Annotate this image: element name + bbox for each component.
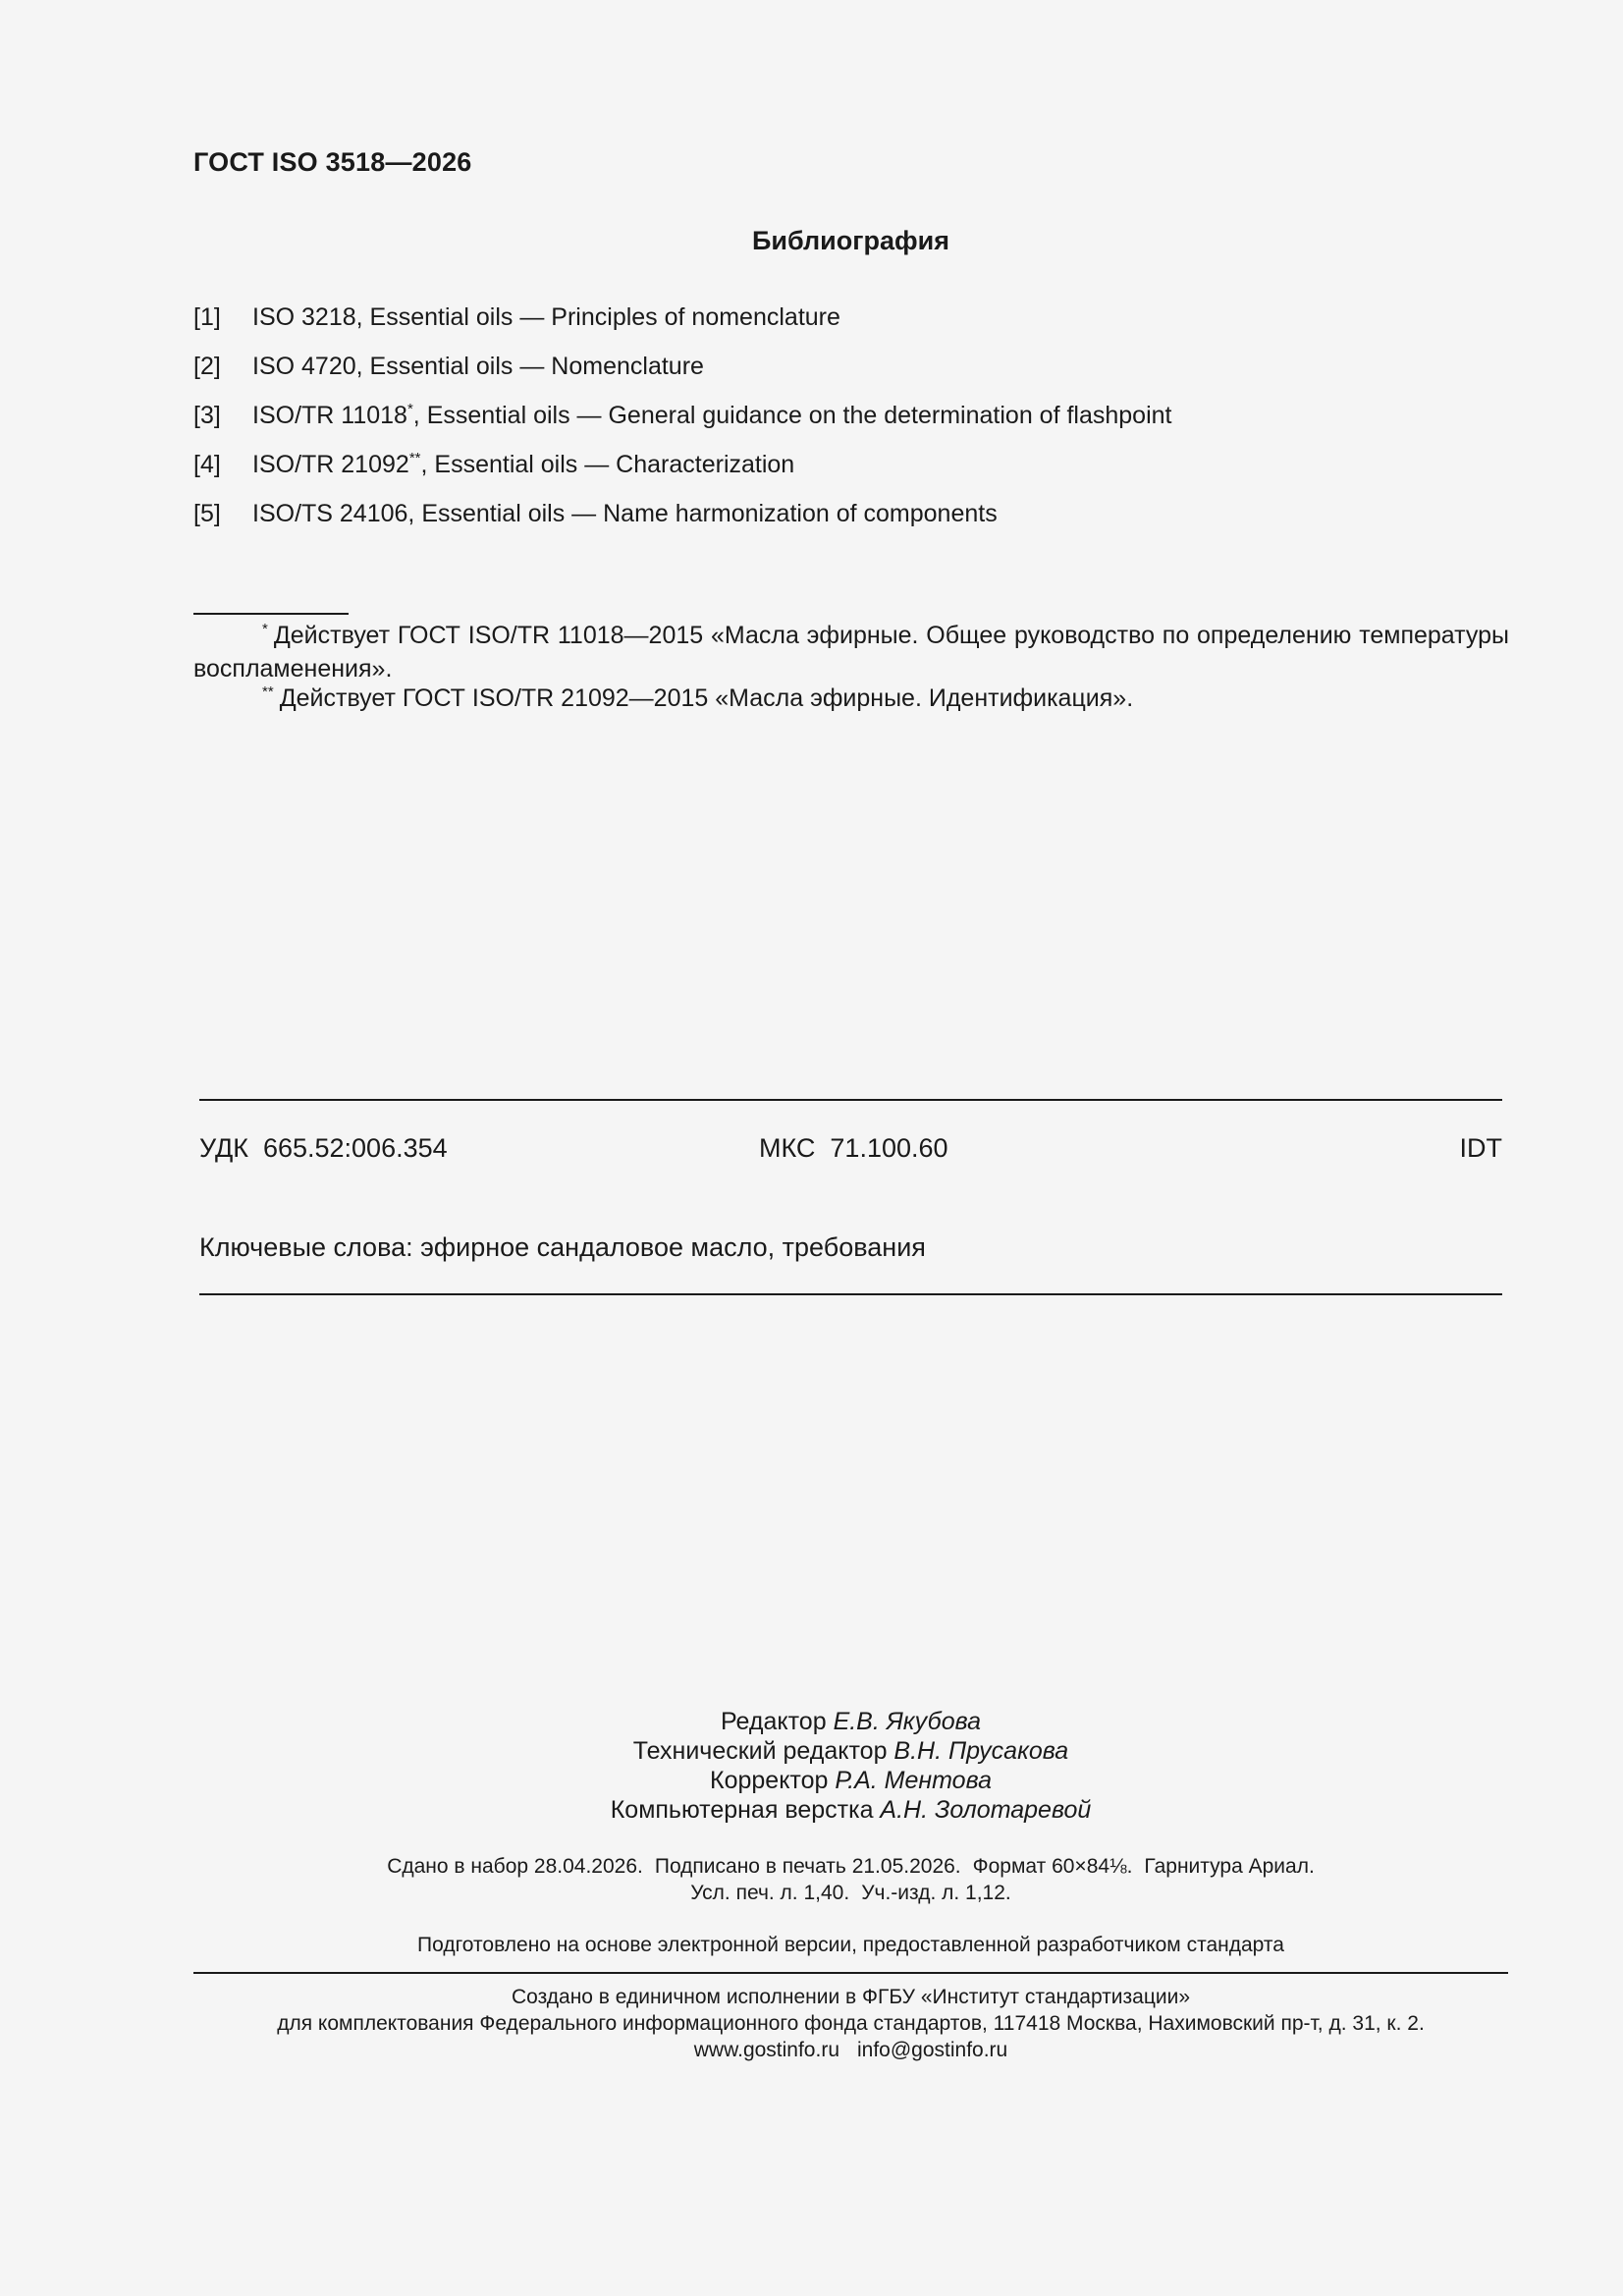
website-link[interactable]: www.gostinfo.ru (693, 2039, 839, 2061)
keywords: Ключевые слова: эфирное сандаловое масло, требования (199, 1232, 926, 1262)
credit-name: А.Н. Золотаревой (880, 1796, 1092, 1824)
mks-code: МКС 71.100.60 (759, 1133, 948, 1163)
bibliography-list (193, 302, 1509, 548)
classification-top-rule (199, 1099, 1502, 1101)
imprint-contacts (0, 2037, 1623, 2063)
credit-line: Корректор Р.А. Ментова (710, 1767, 992, 1794)
imprint-line: Создано в единичном исполнении в ФГБУ «Институт стандартизации» (511, 1986, 1191, 2008)
print-info (0, 1853, 1623, 1906)
bibliography-number: [4] (193, 451, 221, 478)
credit-line: Компьютерная верстка А.Н. Золотаревой (610, 1796, 1092, 1824)
imprint (0, 1984, 1623, 2063)
imprint-line: для комплектования Федерального информационного фонда стандартов, 117418 Москва, Нахимовский пр-т, д. 31, к. 2. (277, 2012, 1425, 2035)
credit-line: Технический редактор В.Н. Прусакова (632, 1737, 1069, 1765)
udk-code: УДК 665.52:006.354 (199, 1133, 448, 1163)
bibliography-item (193, 352, 1509, 401)
bibliography-item (193, 302, 1509, 352)
email-link[interactable]: info@gostinfo.ru (857, 2039, 1008, 2061)
credits (0, 1707, 1623, 1825)
footnote-mark: * (406, 401, 413, 417)
classification-bottom-rule (199, 1293, 1502, 1295)
footnotes (193, 621, 1509, 717)
bibliography-text: ISO/TR 11018*, Essential oils — General guidance on the determination of flashpoint (252, 401, 1172, 429)
prepared-note: Подготовлено на основе электронной версии, предоставленной разработчиком стандарта (417, 1934, 1284, 1956)
credit-name: Е.В. Якубова (833, 1708, 982, 1735)
bibliography-number: [1] (193, 303, 221, 331)
print-info-line: Усл. печ. л. 1,40. Уч.-изд. л. 1,12. (690, 1882, 1011, 1904)
bibliography-number: [2] (193, 353, 221, 380)
credit-name: Р.А. Ментова (835, 1767, 992, 1794)
bibliography-title: Библиография (752, 226, 949, 255)
bibliography-item (193, 401, 1509, 450)
footnote-text: Действует ГОСТ ISO/TR 21092—2015 «Масла эфирные. Идентификация». (279, 684, 1134, 712)
footnote-mark: * (262, 621, 268, 637)
bibliography-number: [3] (193, 402, 221, 429)
footnote (193, 683, 1509, 717)
bibliography-number: [5] (193, 500, 221, 527)
imprint-rule (193, 1972, 1508, 1974)
footnote (193, 621, 1509, 683)
standard-id: ГОСТ ISO 3518—2026 (193, 147, 472, 177)
bibliography-text: ISO/TR 21092**, Essential oils — Characterization (252, 450, 795, 478)
bibliography-item (193, 499, 1509, 548)
footnote-divider (193, 613, 349, 615)
idt-label: IDT (1459, 1133, 1502, 1163)
bibliography-text: ISO/TS 24106, Essential oils — Name harmonization of components (252, 500, 998, 527)
credit-line: Редактор Е.В. Якубова (720, 1708, 982, 1735)
bibliography-text: ISO 3218, Essential oils — Principles of nomenclature (252, 303, 840, 331)
footnote-mark: ** (262, 683, 274, 700)
classification-row (199, 1132, 1502, 1164)
footnote-text: Действует ГОСТ ISO/TR 11018—2015 «Масла эфирные. Общее руководство по определению температуры воспламенения». (193, 622, 1509, 683)
footnote-mark: ** (408, 450, 421, 466)
credit-name: В.Н. Прусакова (893, 1737, 1069, 1765)
bibliography-text: ISO 4720, Essential oils — Nomenclature (252, 353, 704, 380)
print-info-line: Сдано в набор 28.04.2026. Подписано в печать 21.05.2026. Формат 60×84⅛. Гарнитура Ариал. (387, 1855, 1315, 1878)
bibliography-item (193, 450, 1509, 499)
